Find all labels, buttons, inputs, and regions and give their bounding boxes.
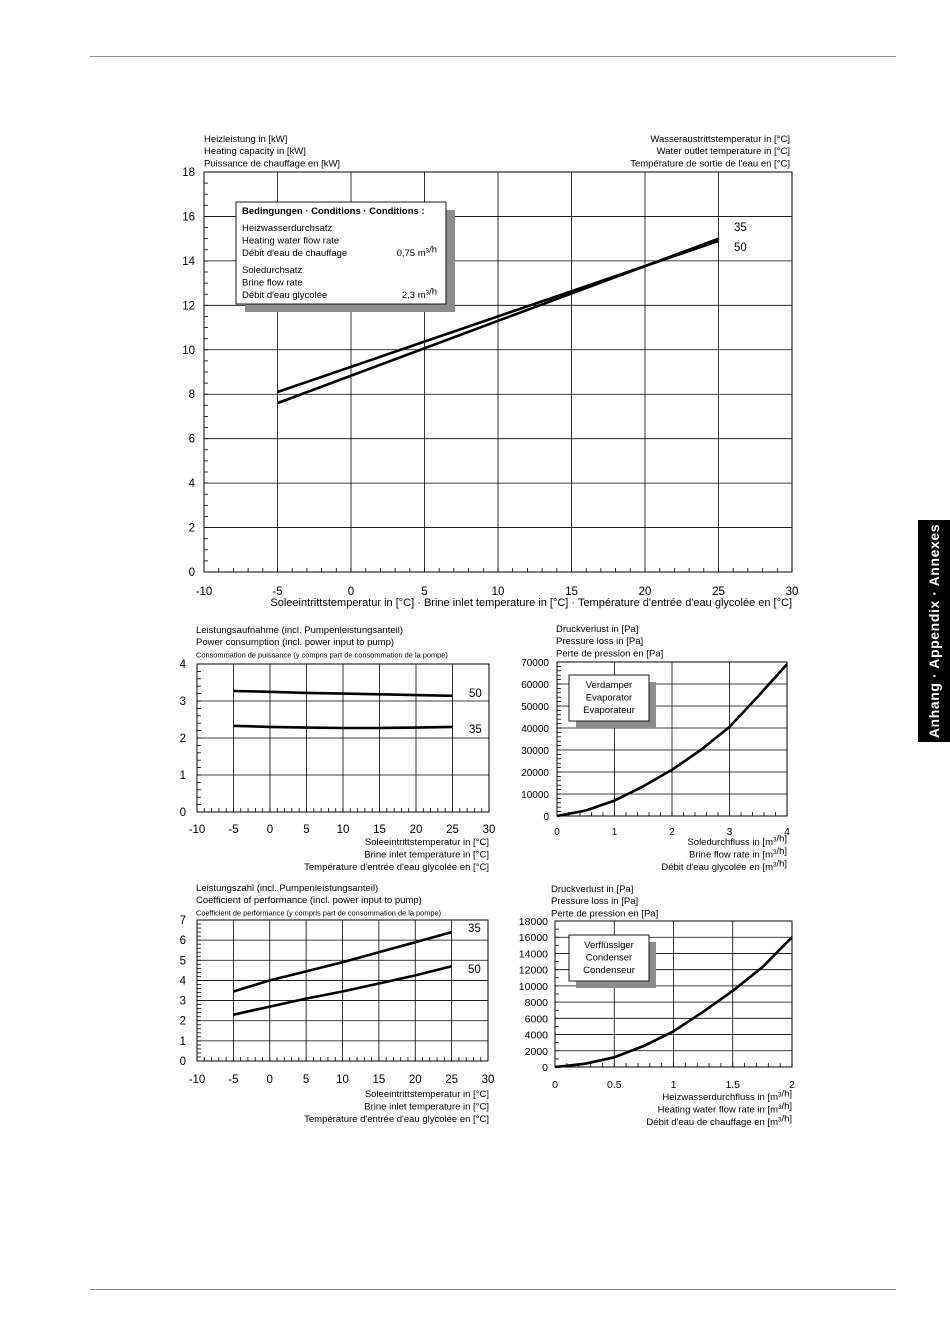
legend-box-text: Evaporateur — [583, 705, 635, 716]
x-tick-label: 1 — [670, 1079, 677, 1091]
x-axis-label: Brine inlet temperature in [°C] — [364, 1101, 489, 1113]
y-tick-label: 6 — [188, 433, 195, 446]
y-axis-label: Heating capacity in [kW] — [204, 146, 306, 158]
x-tick-label: 25 — [712, 586, 725, 598]
legend-box-text: Condenser — [585, 952, 633, 964]
conditions-brine-label: Brine flow rate — [242, 277, 303, 289]
x-tick-label: 30 — [785, 586, 799, 598]
x-tick-label: 20 — [638, 586, 652, 598]
conditions-brine-label: Soledurchsatz — [242, 265, 303, 276]
x-tick-label: 1 — [611, 827, 618, 838]
x-tick-label: -5 — [272, 586, 283, 598]
x-tick-label: -10 — [188, 1074, 206, 1086]
y-tick-label: 3 — [179, 995, 186, 1008]
x-axis-label: Soleeintrittstemperatur in [°C] · Brine inlet temperature in [°C] · Température d'entrée d'eau glycolée en [°C] — [270, 597, 792, 609]
y-axis-label: Pressure loss in [Pa] — [556, 636, 644, 648]
x-tick-label: 5 — [303, 824, 310, 836]
y-tick-label: 0 — [179, 807, 186, 819]
y2-axis-label: Wasseraustrittstemperatur in [°C] — [650, 134, 790, 145]
x-axis-label: Soledurchfluss in $[m^3/h]$ — [687, 833, 787, 848]
y-tick-label: 5 — [179, 955, 186, 968]
series-label: 35 — [469, 724, 482, 736]
x-tick-label: 20 — [408, 1074, 422, 1086]
x-axis-label: Brine flow rate in $[m^3/h]$ — [689, 846, 787, 861]
x-tick-label: 2 — [669, 827, 675, 838]
x-tick-label: 25 — [445, 1074, 459, 1086]
series-label: 35 — [468, 923, 481, 935]
y-tick-label: 12 — [182, 300, 195, 313]
x-axis-label: Heizwasserdurchfluss in $[m^3/h]$ — [662, 1088, 792, 1103]
x-tick-label: 0 — [552, 1079, 558, 1091]
x-tick-label: 4 — [784, 827, 790, 838]
x-tick-label: 0 — [347, 586, 355, 598]
y-tick-label: 2 — [179, 733, 186, 745]
x-axis-label: Température d'entrée d'eau glycolée en [°C] — [304, 1114, 489, 1125]
y-tick-label: 3 — [179, 696, 186, 708]
x-axis-label: Température d'entrée d'eau glycolée en [°C] — [304, 862, 489, 873]
y-tick-label: 4000 — [524, 1029, 548, 1042]
x-axis-label: Heating water flow rate in $[m^3/h]$ — [657, 1101, 792, 1116]
y-axis-label: Heizleistung in [kW] — [204, 134, 288, 145]
x-tick-label: 1.5 — [725, 1079, 741, 1091]
x-tick-label: 3 — [726, 827, 733, 838]
y-tick-label: 1 — [179, 1035, 186, 1048]
x-tick-label: 0 — [266, 1074, 273, 1086]
y-axis-label: Perte de pression en [Pa] — [556, 648, 664, 660]
y-tick-label: 4 — [188, 478, 195, 491]
x-tick-label: 10 — [336, 1074, 349, 1086]
y-tick-label: 14 — [182, 255, 195, 268]
y-axis-label: Druckverlust in [Pa] — [551, 884, 634, 895]
y-tick-label: 2 — [188, 522, 195, 535]
y-tick-label: 10000 — [518, 980, 548, 993]
chart-power — [180, 625, 496, 873]
y-tick-label: 18000 — [518, 916, 548, 928]
y-axis-label: Leistungszahl (incl. Pumpenleistungsanteil) — [196, 883, 379, 894]
conditions-brine-value: 2,3 $m^3/h$ — [401, 286, 437, 301]
x-tick-label: 5 — [302, 1074, 310, 1086]
y-tick-label: 40000 — [521, 724, 549, 735]
conditions-title: Bedingungen · Conditions · Conditions : — [242, 206, 425, 217]
legend-box-text: Verdamper — [585, 680, 633, 691]
y-tick-label: 10000 — [521, 790, 549, 801]
y-axis-label: Pressure loss in [Pa] — [551, 896, 639, 908]
y-axis-label: Druckverlust in [Pa] — [556, 624, 639, 635]
y-tick-label: 2 — [179, 1015, 186, 1028]
x-axis-label: Débit d'eau glycolée en $[m^3/h]$ — [661, 858, 787, 873]
y-tick-label: 8000 — [524, 997, 548, 1010]
y-tick-label: 10 — [182, 344, 195, 357]
y-tick-label: 18 — [182, 167, 195, 179]
appendix-side-tab-label: Anhang · Appendix · Annexes — [926, 523, 942, 739]
x-tick-label: 15 — [373, 824, 386, 836]
x-tick-label: 5 — [421, 586, 428, 598]
y-tick-label: 14000 — [518, 948, 548, 961]
series-label: 50 — [734, 242, 747, 254]
x-tick-label: -10 — [195, 586, 213, 598]
x-tick-label: 20 — [409, 824, 423, 836]
x-tick-label: 0 — [554, 827, 560, 838]
x-tick-label: 25 — [446, 824, 459, 836]
y-tick-label: 4 — [179, 659, 186, 671]
y-tick-label: 7 — [179, 915, 186, 927]
y-tick-label: 30000 — [521, 746, 549, 757]
series-label: 50 — [468, 964, 481, 976]
y-tick-label: 70000 — [521, 658, 549, 669]
y-tick-label: 0 — [179, 1056, 186, 1068]
x-tick-label: 10 — [336, 824, 350, 836]
y-axis-label-small: Consommation de puissance (y compris part de consommation de la pompe) — [196, 650, 448, 660]
conditions-flow-value: 0,75 $m^3/h$ — [396, 244, 437, 259]
x-tick-label: 15 — [372, 1074, 386, 1086]
x-axis-label: Soleeintrittstemperatur in [°C] — [364, 837, 489, 848]
y-tick-label: 16000 — [518, 932, 548, 945]
x-tick-label: 30 — [481, 1074, 495, 1086]
series-label: 35 — [734, 222, 747, 234]
y-tick-label: 2000 — [524, 1045, 548, 1058]
x-axis-label: Soleeintrittstemperatur in [°C] — [364, 1089, 489, 1100]
y-axis-label: Coefficient of performance (incl. power input to pump) — [196, 895, 422, 907]
conditions-brine-label: Débit d'eau glycolée — [242, 290, 328, 301]
x-tick-label: 0.5 — [606, 1079, 622, 1091]
chart-condenser — [519, 884, 795, 1128]
y-tick-label: 60000 — [521, 680, 549, 691]
y-axis-label: Leistungsaufnahme (incl. Pumpenleistungsanteil) — [196, 625, 404, 636]
y-tick-label: 0 — [188, 567, 195, 579]
x-axis-label: Débit d'eau de chauffage en $[m^3/h]$ — [646, 1113, 792, 1128]
y-axis-label: Power consumption (incl. power input to pump) — [196, 637, 395, 649]
y-axis-label-small: Coefficient de performance (y compris part de consommation de la pompe) — [196, 908, 442, 918]
y-tick-label: 16 — [182, 211, 195, 224]
x-tick-label: 30 — [482, 824, 496, 836]
x-tick-label: 15 — [565, 586, 578, 598]
y-tick-label: 50000 — [521, 702, 549, 713]
conditions-flow-label: Débit d'eau de chauffage — [242, 248, 348, 259]
x-axis-label: Brine inlet temperature in [°C] — [364, 849, 489, 861]
y-axis-label: Puissance de chauffage en [kW] — [204, 158, 341, 170]
y-tick-label: 4 — [179, 975, 186, 988]
chart-heating — [182, 134, 798, 609]
y-tick-label: 8 — [188, 389, 195, 402]
conditions-flow-label: Heizwasserdurchsatz — [242, 223, 333, 234]
legend-box-text: Condenseur — [583, 965, 635, 976]
x-tick-label: 2 — [789, 1079, 795, 1091]
x-tick-label: 0 — [266, 824, 274, 836]
x-tick-label: -5 — [228, 824, 239, 836]
x-tick-label: -10 — [188, 824, 206, 836]
y2-axis-label: Température de sortie de l'eau en [°C] — [630, 158, 790, 170]
y-tick-label: 12000 — [518, 964, 548, 977]
conditions-flow-label: Heating water flow rate — [242, 235, 340, 247]
y-tick-label: 1 — [179, 770, 186, 782]
y-tick-label: 6000 — [524, 1013, 548, 1026]
chart-cop — [180, 883, 495, 1125]
legend-box-text: Evaporator — [585, 692, 633, 704]
y2-axis-label: Water outlet temperature in [°C] — [656, 146, 790, 158]
series-label: 50 — [469, 688, 482, 700]
y-tick-label: 0 — [542, 1062, 548, 1074]
chart-evaporator — [521, 624, 790, 873]
y-axis-label: Perte de pression en [Pa] — [551, 908, 659, 920]
y-tick-label: 6 — [179, 935, 186, 948]
y-tick-label: 0 — [543, 812, 549, 823]
x-tick-label: 10 — [491, 586, 505, 598]
y-tick-label: 20000 — [521, 768, 549, 779]
x-tick-label: -5 — [228, 1074, 239, 1086]
legend-box-text: Verflüssiger — [584, 940, 634, 951]
